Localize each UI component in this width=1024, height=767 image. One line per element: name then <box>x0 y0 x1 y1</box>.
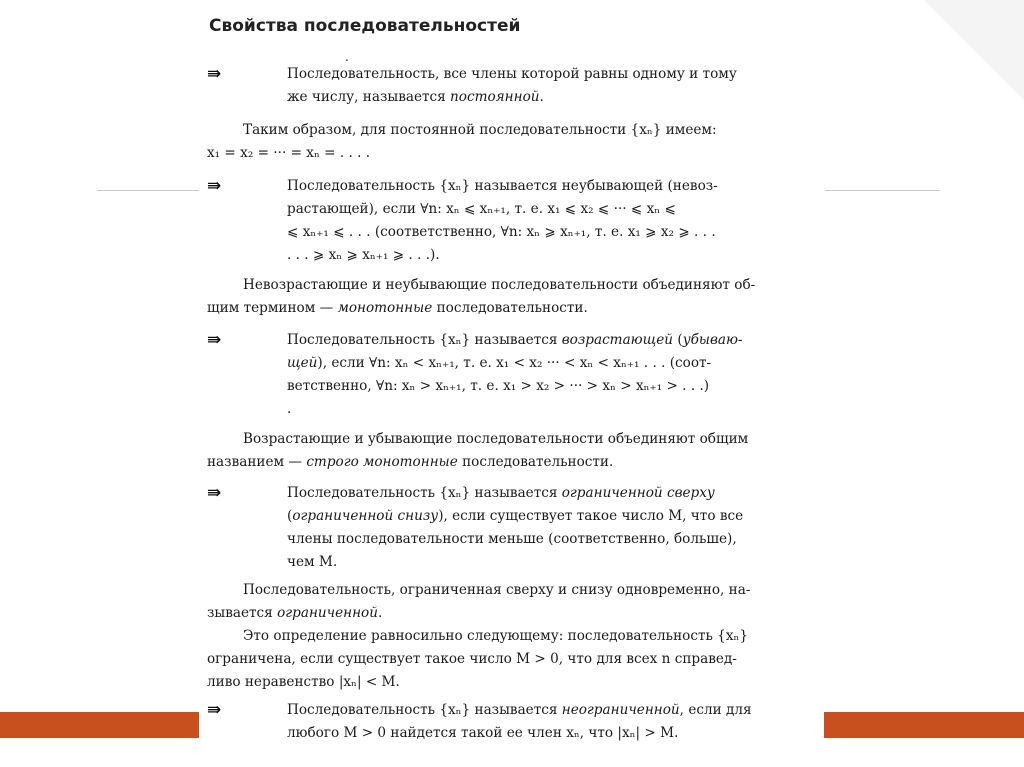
definition-increasing <box>287 329 807 421</box>
text-line: . . . ⩾ xₙ ⩾ xₙ₊₁ ⩾ . . .). <box>287 247 440 263</box>
implies-arrow-icon: ⇛ <box>207 330 222 350</box>
text-line: Возрастающие и убывающие последовательности объединяют общим <box>243 431 749 447</box>
text-line: Последовательность, все члены которой равны одному и тому <box>287 66 737 82</box>
text-line: Это определение равносильно следующему: последовательность {xₙ} <box>243 628 749 644</box>
definition-constant <box>287 63 807 109</box>
stray-dot: . <box>345 50 349 64</box>
text-line: чем M. <box>287 554 338 570</box>
paragraph-constant-example <box>207 119 807 165</box>
text-line: Таким образом, для постоянной последовательности {xₙ} имеем: <box>243 122 717 138</box>
text-line: же числу, называется постоянной. <box>287 89 544 105</box>
text-line: зывается ограниченной. <box>207 605 383 621</box>
text-line: ограничена, если существует такое число M > 0, что для всех n справед- <box>207 651 737 667</box>
implies-arrow-icon: ⇛ <box>207 176 222 196</box>
paragraph-bounded-equivalent <box>207 625 807 694</box>
implies-arrow-icon: ⇛ <box>207 700 222 720</box>
paragraph-monotonic <box>207 274 807 320</box>
text-line: Последовательность {xₙ} называется возрастающей (убываю- <box>287 332 743 348</box>
text-line: (ограниченной снизу), если существует такое число M, что все <box>287 508 744 524</box>
text-line: ветственно, ∀n: xₙ > xₙ₊₁, т. е. x₁ > x₂ > ··· > xₙ > xₙ₊₁ > . . .) <box>287 378 710 394</box>
text-line: Последовательность {xₙ} называется неограниченной, если для <box>287 702 752 718</box>
text-line: ливо неравенство |xₙ| < M. <box>207 674 400 690</box>
document-page <box>199 0 824 754</box>
paragraph-strictly-monotonic <box>207 428 807 474</box>
implies-arrow-icon: ⇛ <box>207 64 222 84</box>
implies-arrow-icon: ⇛ <box>207 483 222 503</box>
divider-line-left <box>97 190 201 191</box>
paragraph-bounded <box>207 579 807 625</box>
text-line: члены последовательности меньше (соответственно, больше), <box>287 531 737 547</box>
text-line: щим термином — монотонные последовательности. <box>207 300 588 316</box>
text-line: Последовательность {xₙ} называется ограниченной сверху <box>287 485 715 501</box>
corner-decoration <box>924 0 1024 100</box>
text-line: . <box>287 401 292 417</box>
text-line: Невозрастающие и неубывающие последовательности объединяют об- <box>243 277 756 293</box>
text-line: названием — строго монотонные последовательности. <box>207 454 614 470</box>
text-line: любого M > 0 найдется такой ее член xₙ, что |xₙ| > M. <box>287 725 679 741</box>
divider-line-right <box>825 190 940 191</box>
definition-nondecreasing <box>287 175 807 267</box>
definition-bounded-above <box>287 482 807 574</box>
definition-unbounded <box>287 699 807 745</box>
text-line: Последовательность, ограниченная сверху и снизу одновременно, на- <box>243 582 751 598</box>
text-line: x₁ = x₂ = ··· = xₙ = . . . . <box>207 145 371 161</box>
text-line: щей), если ∀n: xₙ < xₙ₊₁, т. е. x₁ < x₂ ··· < xₙ < xₙ₊₁ . . . (соот- <box>287 355 712 371</box>
text-line: растающей), если ∀n: xₙ ⩽ xₙ₊₁, т. е. x₁ ⩽ x₂ ⩽ ··· ⩽ xₙ ⩽ <box>287 201 676 217</box>
page-title: Свойства последовательностей <box>209 16 521 36</box>
text-line: ⩽ xₙ₊₁ ⩽ . . . (соответственно, ∀n: xₙ ⩾ xₙ₊₁, т. е. x₁ ⩾ x₂ ⩾ . . . <box>287 224 716 240</box>
text-line: Последовательность {xₙ} называется неубывающей (невоз- <box>287 178 718 194</box>
